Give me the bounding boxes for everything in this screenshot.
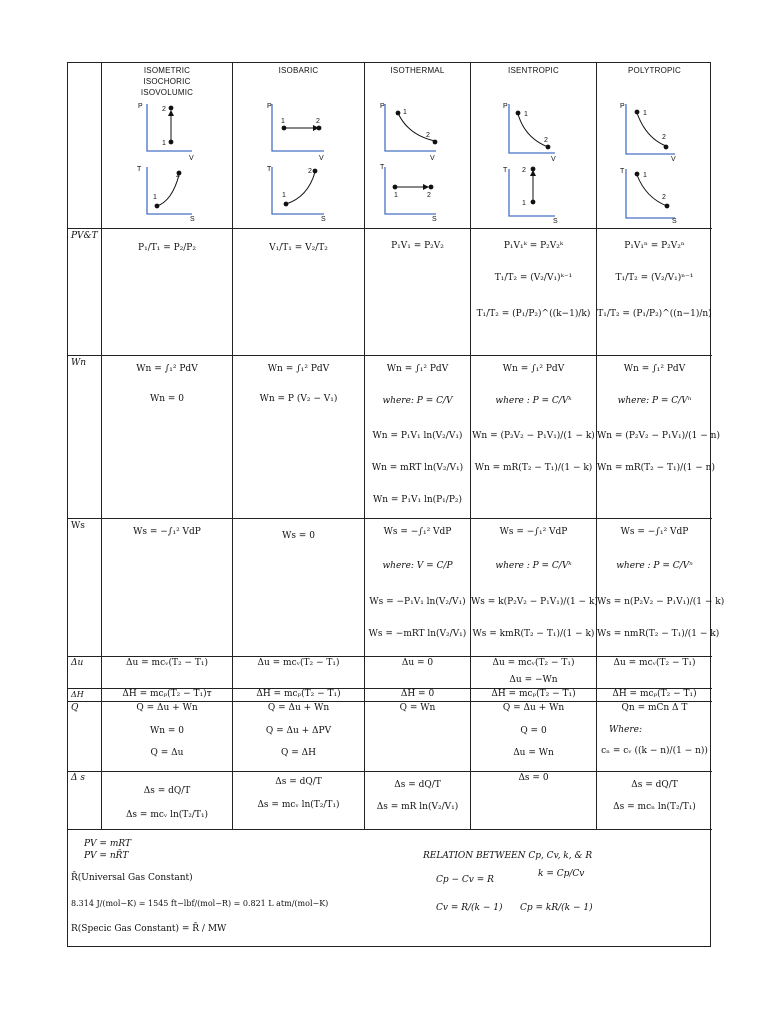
relation-title: RELATION BETWEEN Cp, Cv, k, & R <box>423 851 593 861</box>
equation: where: V = C/P <box>382 561 453 571</box>
equation: Δs = dQ/T <box>275 777 322 787</box>
point-label: 1 <box>522 200 526 207</box>
equation: Δs = dQ/T <box>394 780 441 790</box>
equation: Ws = n(P₂V₂ − P₁V₁)/(1 − k) <box>597 597 725 607</box>
equation: Wn = (P₂V₂ − P₁V₁)/(1 − n) <box>597 431 720 441</box>
axis-label: P <box>503 103 508 110</box>
equation: Ws = −∫₁² VdP <box>133 527 201 537</box>
header-isometric: ISOMETRIC ISOCHORIC ISOVOLUMIC <box>140 66 194 97</box>
ts-axes <box>385 167 436 214</box>
equation: Ws = nmR(T₂ − T₁)/(1 − k) <box>597 629 720 639</box>
equation: Δs = mcᵥ ln(T₂/T₁) <box>125 810 209 820</box>
axis-label: S <box>553 218 558 225</box>
equation: Wn = ∫₁² PdV <box>502 364 565 374</box>
cell-du-isometric <box>102 657 232 688</box>
equation: Ws = −∫₁² VdP <box>383 527 452 537</box>
cell-wn-isometric <box>102 356 232 518</box>
point-label: 2 <box>544 137 548 144</box>
cell-ws-isometric <box>102 519 232 656</box>
equation: where: P = C/Vⁿ <box>617 396 692 406</box>
ts-axes <box>147 167 192 214</box>
axis-label: V <box>430 155 435 162</box>
cell-dh-isentropic <box>471 689 596 701</box>
equation: Qn = mCn Δ T <box>621 703 688 713</box>
equation: P₁V₁ⁿ = P₂V₂ⁿ <box>624 241 685 251</box>
grid-line <box>68 829 712 830</box>
equation: Q = ΔH <box>281 748 316 758</box>
equation: ΔH = mcₚ(T₂ − T₁) <box>612 689 697 699</box>
point-label: 2 <box>316 118 320 125</box>
point-label: 2 <box>662 134 666 141</box>
equation: Q = Δu <box>150 748 184 758</box>
cell-du-polytropic <box>597 657 712 688</box>
axis-label: S <box>672 218 677 225</box>
point-label: 1 <box>281 118 285 125</box>
point-label: 2 <box>426 132 430 139</box>
equation: ΔH = 0 <box>400 689 435 699</box>
point-label: 1 <box>403 109 407 116</box>
equation: Δs = mcₙ ln(T₂/T₁) <box>613 802 696 812</box>
isobaric-ts-path <box>286 172 315 204</box>
cell-du-isentropic <box>471 657 596 688</box>
equation: Ws = −∫₁² VdP <box>499 527 568 537</box>
row-label-dh: ΔH <box>71 690 84 699</box>
row-label-du: Δu <box>71 658 84 668</box>
equation: Wn = 0 <box>149 726 185 736</box>
point-label: 1 <box>282 192 286 199</box>
relation-cv: Cv = R/(k − 1) <box>436 903 503 913</box>
axis-label: S <box>321 216 326 223</box>
equation: ΔH = mcₚ(T₂ − T₁) <box>491 689 576 699</box>
cell-pvt-isentropic <box>471 229 596 355</box>
axis-label: T <box>137 166 142 173</box>
cell-ds-isothermal <box>365 772 470 829</box>
axis-label: S <box>190 216 195 223</box>
cell-dh-isometric <box>102 689 232 701</box>
equation: Δs = mcᵥ ln(T₂/T₁) <box>257 800 340 810</box>
equation: where : P = C/Vᵏ <box>495 561 572 571</box>
isometric-ts-path <box>157 175 179 206</box>
cell-ds-polytropic <box>597 772 712 829</box>
equation: Wn = ∫₁² PdV <box>267 364 330 374</box>
equation: Δu = −Wn <box>509 675 558 685</box>
axis-label: V <box>551 156 556 163</box>
header-isentropic: ISENTROPIC <box>508 66 559 75</box>
process-diagrams <box>68 63 712 228</box>
cell-q-polytropic <box>597 702 712 771</box>
point-label: 2 <box>522 167 526 174</box>
axis-label: V <box>189 155 194 162</box>
equation: Wn = 0 <box>149 394 185 404</box>
axis-label: P <box>138 103 143 110</box>
point-label: 1 <box>162 140 166 147</box>
cell-wn-isobaric <box>233 356 364 518</box>
axis-label: P <box>267 103 272 110</box>
relation-k: k = Cp/Cv <box>538 869 585 879</box>
header-polytropic: POLYTROPIC <box>628 66 681 75</box>
point-label: 2 <box>427 192 431 199</box>
cell-ws-polytropic <box>597 519 725 656</box>
ts-axes <box>509 169 555 216</box>
point-label: 2 <box>162 106 166 113</box>
equation: Δu = mcᵥ(T₂ − T₁) <box>126 658 208 668</box>
equation: Δu = mcᵥ(T₂ − T₁) <box>492 658 575 668</box>
point-label: 2 <box>176 172 180 179</box>
header-isobaric: ISOBARIC <box>278 66 319 75</box>
equation: where: P = C/V <box>382 396 453 406</box>
equation: ΔH = mcₚ(T₂ − T₁)т <box>122 689 212 699</box>
equation: where : P = C/Vⁿ <box>616 561 693 571</box>
cell-wn-isothermal <box>365 356 470 518</box>
cell-pvt-isothermal <box>365 229 470 355</box>
equation: Δs = mR ln(V₂/V₁) <box>376 802 459 812</box>
cell-dh-isobaric <box>233 689 364 701</box>
cell-ws-isentropic <box>471 519 596 656</box>
row-label-q: Q <box>71 703 79 713</box>
equation: Ws = −∫₁² VdP <box>620 527 689 537</box>
equation: Q = Δu + Wn <box>136 703 198 713</box>
equation: Δu = 0 <box>401 658 434 668</box>
equation: T₁/T₂ = (V₂/V₁)ⁿ⁻¹ <box>615 273 694 283</box>
equation: Wn = P₁V₁ ln(P₁/P₂) <box>373 495 462 505</box>
equation: Wn = mRT ln(V₂/V₁) <box>371 463 464 473</box>
cell-du-isobaric <box>233 657 364 688</box>
cell-du-isothermal <box>365 657 470 688</box>
equation: Wn = ∫₁² PdV <box>136 364 198 374</box>
equation: Wn = P (V₂ − V₁) <box>259 394 338 404</box>
pv-axes <box>147 104 192 151</box>
equation: Wn = ∫₁² PdV <box>623 364 686 374</box>
cell-ws-isobaric <box>233 519 364 656</box>
ideal-gas-law-molar: PV = nR̄T <box>84 851 129 861</box>
cell-q-isometric <box>102 702 232 771</box>
point-label: 1 <box>643 172 647 179</box>
axis-label: T <box>267 166 272 173</box>
equation: Ws = k(P₂V₂ − P₁V₁)/(1 − k) <box>471 597 598 607</box>
cell-q-isothermal <box>365 702 470 771</box>
equation: P₁/T₁ = P₂/P₂ <box>138 243 196 253</box>
ts-axes <box>626 169 675 218</box>
cell-ds-isentropic <box>471 772 596 829</box>
equation: Wn = mR(T₂ − T₁)/(1 − k) <box>474 463 593 473</box>
equation: Δu = mcᵥ(T₂ − T₁) <box>257 658 340 668</box>
gas-constant-values: 8.314 J/(mol−K) = 1545 ft−lbf/(mol−R) = 0.821 L atm/(mol−K) <box>71 899 329 908</box>
cell-wn-polytropic <box>597 356 720 518</box>
universal-gas-constant-label: R̄(Universal Gas Constant) <box>71 873 193 883</box>
equation: Δu = mcᵥ(T₂ − T₁) <box>613 658 696 668</box>
axis-label: P <box>620 103 625 110</box>
equation: Q = 0 <box>520 726 547 736</box>
ts-axes <box>272 167 324 214</box>
ideal-gas-law: PV = mRT <box>84 839 131 849</box>
equation: Wn = P₁V₁ ln(V₂/V₁) <box>372 431 463 441</box>
cell-dh-isothermal <box>365 689 470 701</box>
axis-label: T <box>380 164 385 171</box>
equation: T₁/T₂ = (P₁/P₂)^((n−1)/n) <box>597 309 712 319</box>
equation: Q = Δu + Wn <box>267 703 330 713</box>
cell-dh-polytropic <box>597 689 712 701</box>
cell-pvt-polytropic <box>597 229 712 355</box>
polytropic-pv-path <box>637 113 666 146</box>
equation: ΔH = mcₚ(T₂ − T₁) <box>256 689 341 699</box>
axis-label: V <box>319 155 324 162</box>
equation: T₁/T₂ = (V₂/V₁)ᵏ⁻¹ <box>494 273 573 283</box>
equation: where : P = C/Vᵏ <box>495 396 572 406</box>
equation: Ws = 0 <box>282 531 315 541</box>
header-isothermal: ISOTHERMAL <box>390 66 445 75</box>
cell-q-isentropic <box>471 702 596 771</box>
specific-gas-constant: R(Specic Gas Constant) = R̄ / MW <box>71 924 227 934</box>
axis-label: P <box>380 103 385 110</box>
row-label-pvt: PV&T <box>71 231 98 241</box>
point-label: 2 <box>662 194 666 201</box>
relation-cp: Cp = kR/(k − 1) <box>520 903 593 913</box>
axis-label: T <box>620 168 625 175</box>
axis-label: V <box>671 156 676 163</box>
equation: Wn = (P₂V₂ − P₁V₁)/(1 − k) <box>472 431 595 441</box>
equation: Wn = ∫₁² PdV <box>386 364 449 374</box>
pv-axes <box>385 104 436 151</box>
cell-wn-isentropic <box>471 356 596 518</box>
point-label: 1 <box>524 111 528 118</box>
point-label: 1 <box>394 192 398 199</box>
equation: P₁V₁ = P₂V₂ <box>391 241 444 251</box>
equation: Δs = dQ/T <box>631 780 678 790</box>
relation-cp-cv: Cp − Cv = R <box>436 875 494 885</box>
equation: Q = Δu + Wn <box>502 703 565 713</box>
equation: Where: <box>609 725 643 735</box>
equation: Δs = dQ/T <box>143 786 191 796</box>
equation: V₁/T₁ = V₂/T₂ <box>269 243 328 253</box>
equation: Ws = −mRT ln(V₂/V₁) <box>368 629 467 639</box>
point-label: 1 <box>643 110 647 117</box>
equation: T₁/T₂ = (P₁/P₂)^((k−1)/k) <box>476 309 591 319</box>
row-label-ws: Ws <box>71 521 85 531</box>
cell-pvt-isometric <box>102 229 232 355</box>
cell-ws-isothermal <box>365 519 470 656</box>
equation: Q = Wn <box>399 703 436 713</box>
cell-ds-isobaric <box>233 772 364 829</box>
row-label-ds: Δ s <box>71 773 85 783</box>
thermo-formula-sheet <box>67 62 725 947</box>
axis-label: T <box>503 167 508 174</box>
equation: Δu = Wn <box>513 748 554 758</box>
equation: Q = Δu + ΔPV <box>265 726 332 736</box>
equation: cₙ = cᵥ ((k − n)/(1 − n)) <box>601 746 708 756</box>
equation: Wn = mR(T₂ − T₁)/(1 − n) <box>597 463 715 473</box>
point-label: 2 <box>308 168 312 175</box>
equation: Δs = 0 <box>518 773 549 783</box>
polytropic-ts-path <box>637 175 667 206</box>
equation: P₁V₁ᵏ = P₂V₂ᵏ <box>503 241 564 251</box>
axis-label: S <box>432 216 437 223</box>
cell-pvt-isobaric <box>233 229 364 355</box>
cell-ds-isometric <box>102 772 232 829</box>
row-label-wn: Wn <box>71 358 87 368</box>
cell-q-isobaric <box>233 702 364 771</box>
equation: Ws = kmR(T₂ − T₁)/(1 − k) <box>472 629 595 639</box>
equation: Ws = −P₁V₁ ln(V₂/V₁) <box>369 597 466 607</box>
point-label: 1 <box>153 194 157 201</box>
